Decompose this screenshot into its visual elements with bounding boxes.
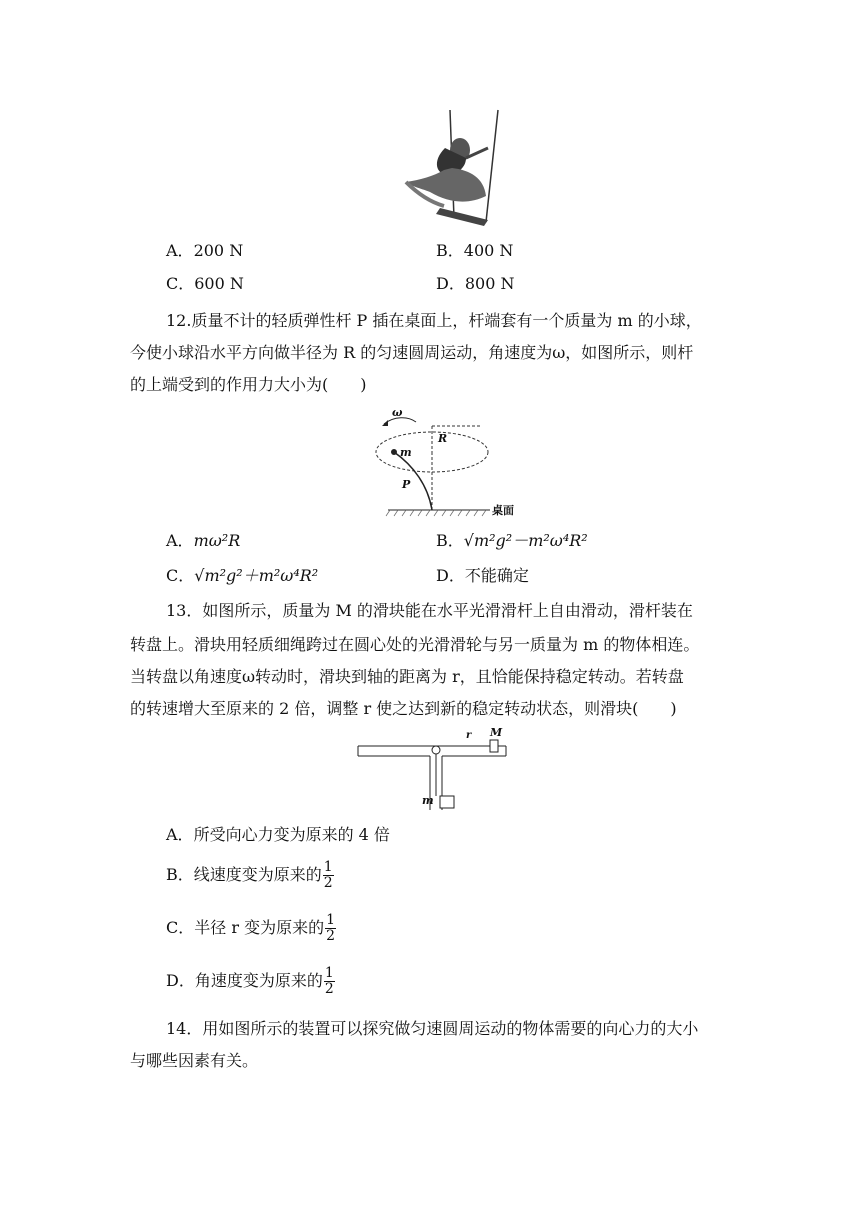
option-text: 400 N [463,241,514,260]
fraction-num: 1 [324,965,334,981]
fraction-den: 2 [324,981,334,997]
fraction [323,860,334,891]
option-text: mω²R [193,531,241,550]
omega-label: ω [392,406,403,419]
q12-option-b[interactable] [436,530,588,552]
fraction [324,966,335,997]
q13-line-2: 转盘上。滑块用轻质细绳跨过在圆心处的光滑滑轮与另一质量为 m 的物体相连。 [130,635,700,654]
slider-mass-label: M [490,726,503,739]
option-text: 600 N [194,274,244,293]
option-label: D． [436,566,465,585]
q14-line-1: 14．用如图所示的装置可以探究做匀速圆周运动的物体需要的向心力的大小 [166,1019,699,1038]
fraction-den: 2 [326,928,335,944]
table-label: 桌面 [492,504,514,517]
distance-label: r [466,730,472,741]
mass-label: m [400,446,412,459]
option-label: B． [436,241,464,260]
fraction [325,913,336,944]
option-label: B． [166,865,194,884]
option-text: 不能确定 [464,566,529,585]
q12-option-c[interactable] [166,565,318,587]
option-label: D． [436,274,465,293]
option-text: 200 N [193,241,244,260]
option-text: 半径 r 变为原来的 [194,918,325,937]
q13-option-d[interactable] [166,966,335,997]
turntable-figure [356,726,516,812]
option-text: 所受向心力变为原来的 4 倍 [193,825,390,844]
option-text: √m²g²－m²ω⁴R² [463,531,588,550]
option-label: A． [166,241,194,260]
radius-label: R [438,432,448,445]
option-label: A． [166,531,194,550]
q12-option-d[interactable] [436,565,529,587]
option-text: 线速度变为原来的 [193,865,322,884]
q11-option-d[interactable] [436,273,514,295]
fraction-num: 1 [323,859,333,875]
q13-line-4: 的转速增大至原来的 2 倍，调整 r 使之达到新的稳定转动状态，则滑块( ) [130,699,677,718]
q13-option-c[interactable] [166,913,336,944]
q13-line-3: 当转盘以角速度ω转动时，滑块到轴的距离为 r，且恰能保持稳定转动。若转盘 [130,667,684,686]
option-text: 800 N [464,274,515,293]
option-text: √m²g²＋m²ω⁴R² [194,566,319,585]
rod-label: P [402,478,411,491]
option-label: B． [436,531,464,550]
q14-line-2: 与哪些因素有关。 [130,1051,259,1070]
q11-option-c[interactable] [166,273,244,295]
q11-option-b[interactable] [436,240,513,262]
option-label: D． [166,971,195,990]
fraction-den: 2 [323,875,333,891]
hanging-mass-label: m [422,794,434,807]
q12-line-3: 的上端受到的作用力大小为( ) [130,375,367,394]
q13-line-1: 13．如图所示，质量为 M 的滑块能在水平光滑滑杆上自由滑动，滑杆装在 [166,601,693,620]
rod-figure [374,406,534,518]
option-label: A． [166,825,194,844]
q13-option-b[interactable] [166,860,334,891]
q11-option-a[interactable] [166,240,243,262]
q12-line-1: 12.质量不计的轻质弹性杆 P 插在桌面上，杆端套有一个质量为 m 的小球， [166,311,702,330]
q12-option-a[interactable] [166,530,240,552]
fraction-num: 1 [326,912,335,928]
q12-line-2: 今使小球沿水平方向做半径为 R 的匀速圆周运动，角速度为ω，如图所示，则杆 [130,343,694,362]
option-text: 角速度变为原来的 [194,971,323,990]
option-label: C． [166,274,195,293]
q13-option-a[interactable] [166,824,390,846]
swing-illustration [400,108,510,226]
option-label: C． [166,918,195,937]
option-label: C． [166,566,195,585]
swing-figure [400,108,510,226]
